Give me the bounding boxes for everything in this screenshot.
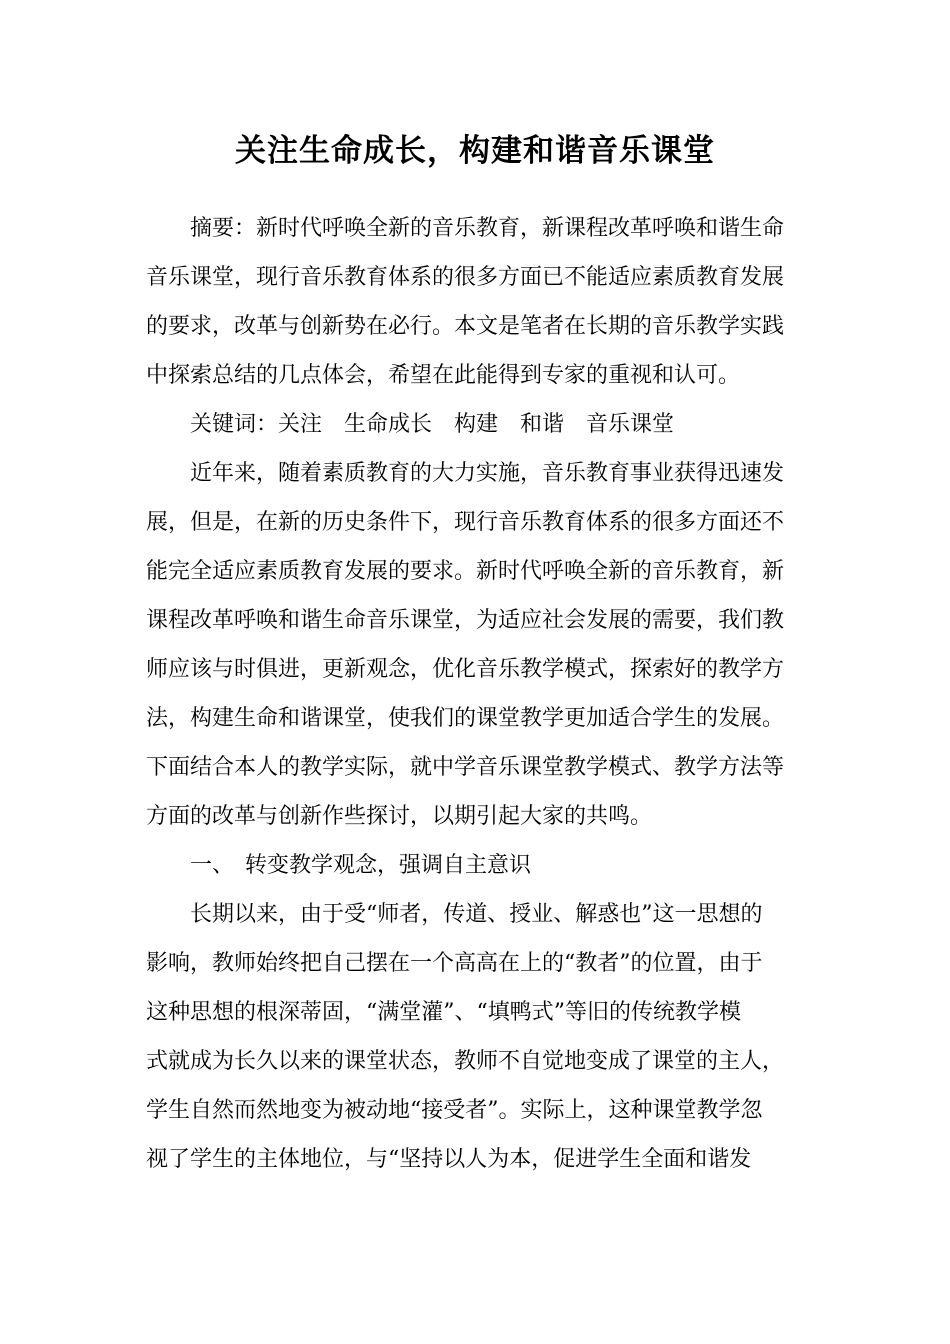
- text-line: 近年来，随着素质教育的大力实施，音乐教育事业获得迅速发: [190, 461, 785, 486]
- paragraph-line: [0, 554, 950, 590]
- text-line: 视了学生的主体地位，与“坚持以人为本，促进学生全面和谐发: [146, 1147, 752, 1172]
- paragraph-line: [0, 603, 950, 639]
- text-line: 这种思想的根深蒂固，“满堂灌”、“填鸭式”等旧的传统教学模: [146, 1000, 741, 1025]
- text-line: 法，构建生命和谐课堂，使我们的课堂教学更加适合学生的发展。: [146, 706, 785, 731]
- document-title: 关注生命成长，构建和谐音乐课堂: [235, 133, 715, 169]
- paragraph-line: [0, 750, 950, 786]
- text-line: 学生自然而然地变为被动地“接受者”。实际上，这种课堂教学忽: [146, 1098, 763, 1123]
- abstract-line-4: [0, 358, 950, 394]
- paragraph-line: [0, 701, 950, 737]
- text-line: 师应该与时俱进，更新观念，优化音乐教学模式，探索好的教学方: [146, 657, 785, 682]
- text-line: 式就成为长久以来的课堂状态，教师不自觉地变成了课堂的主人，: [146, 1049, 785, 1074]
- text-line: 的要求，改革与创新势在必行。本文是笔者在长期的音乐教学实践: [146, 314, 785, 339]
- paragraph-line: [0, 652, 950, 688]
- text-line: 展，但是，在新的历史条件下，现行音乐教育体系的很多方面还不: [146, 510, 785, 535]
- text-line: 能完全适应素质教育发展的要求。新时代呼唤全新的音乐教育，新: [146, 559, 785, 584]
- text-line: 课程改革呼唤和谐生命音乐课堂，为适应社会发展的需要，我们教: [146, 608, 785, 633]
- text-line: 影响，教师始终把自己摆在一个高高在上的“教者”的位置，由于: [146, 951, 763, 976]
- text-line: 一、 转变教学观念，强调自主意识: [190, 853, 532, 878]
- paragraph-line: [0, 946, 950, 982]
- text-line: 中探索总结的几点体会，希望在此能得到专家的重视和认可。: [146, 363, 741, 388]
- paragraph-line: [0, 1142, 950, 1178]
- text-line: 关键词：关注 生命成长 构建 和谐 音乐课堂: [190, 412, 675, 437]
- paragraph-line: [0, 1044, 950, 1080]
- text-line: 长期以来，由于受“师者，传道、授业、解惑也”这一思想的: [190, 902, 763, 927]
- keywords-line: [0, 407, 950, 443]
- paragraph-line: [0, 505, 950, 541]
- paragraph-line: [0, 799, 950, 835]
- paragraph-line: [0, 1093, 950, 1129]
- text-line: 摘要：新时代呼唤全新的音乐教育，新课程改革呼唤和谐生命: [190, 216, 785, 241]
- paragraph-line: [0, 897, 950, 933]
- paragraph-line: [0, 456, 950, 492]
- section-heading: [0, 848, 950, 884]
- text-line: 音乐课堂，现行音乐教育体系的很多方面已不能适应素质教育发展: [146, 265, 785, 290]
- paragraph-line: [0, 995, 950, 1031]
- abstract-line-3: [0, 309, 950, 345]
- text-line: 下面结合本人的教学实际，就中学音乐课堂教学模式、教学方法等: [146, 755, 785, 780]
- abstract-line-2: [0, 260, 950, 296]
- text-line: 方面的改革与创新作些探讨，以期引起大家的共鸣。: [146, 804, 653, 829]
- abstract-line-1: [0, 211, 950, 247]
